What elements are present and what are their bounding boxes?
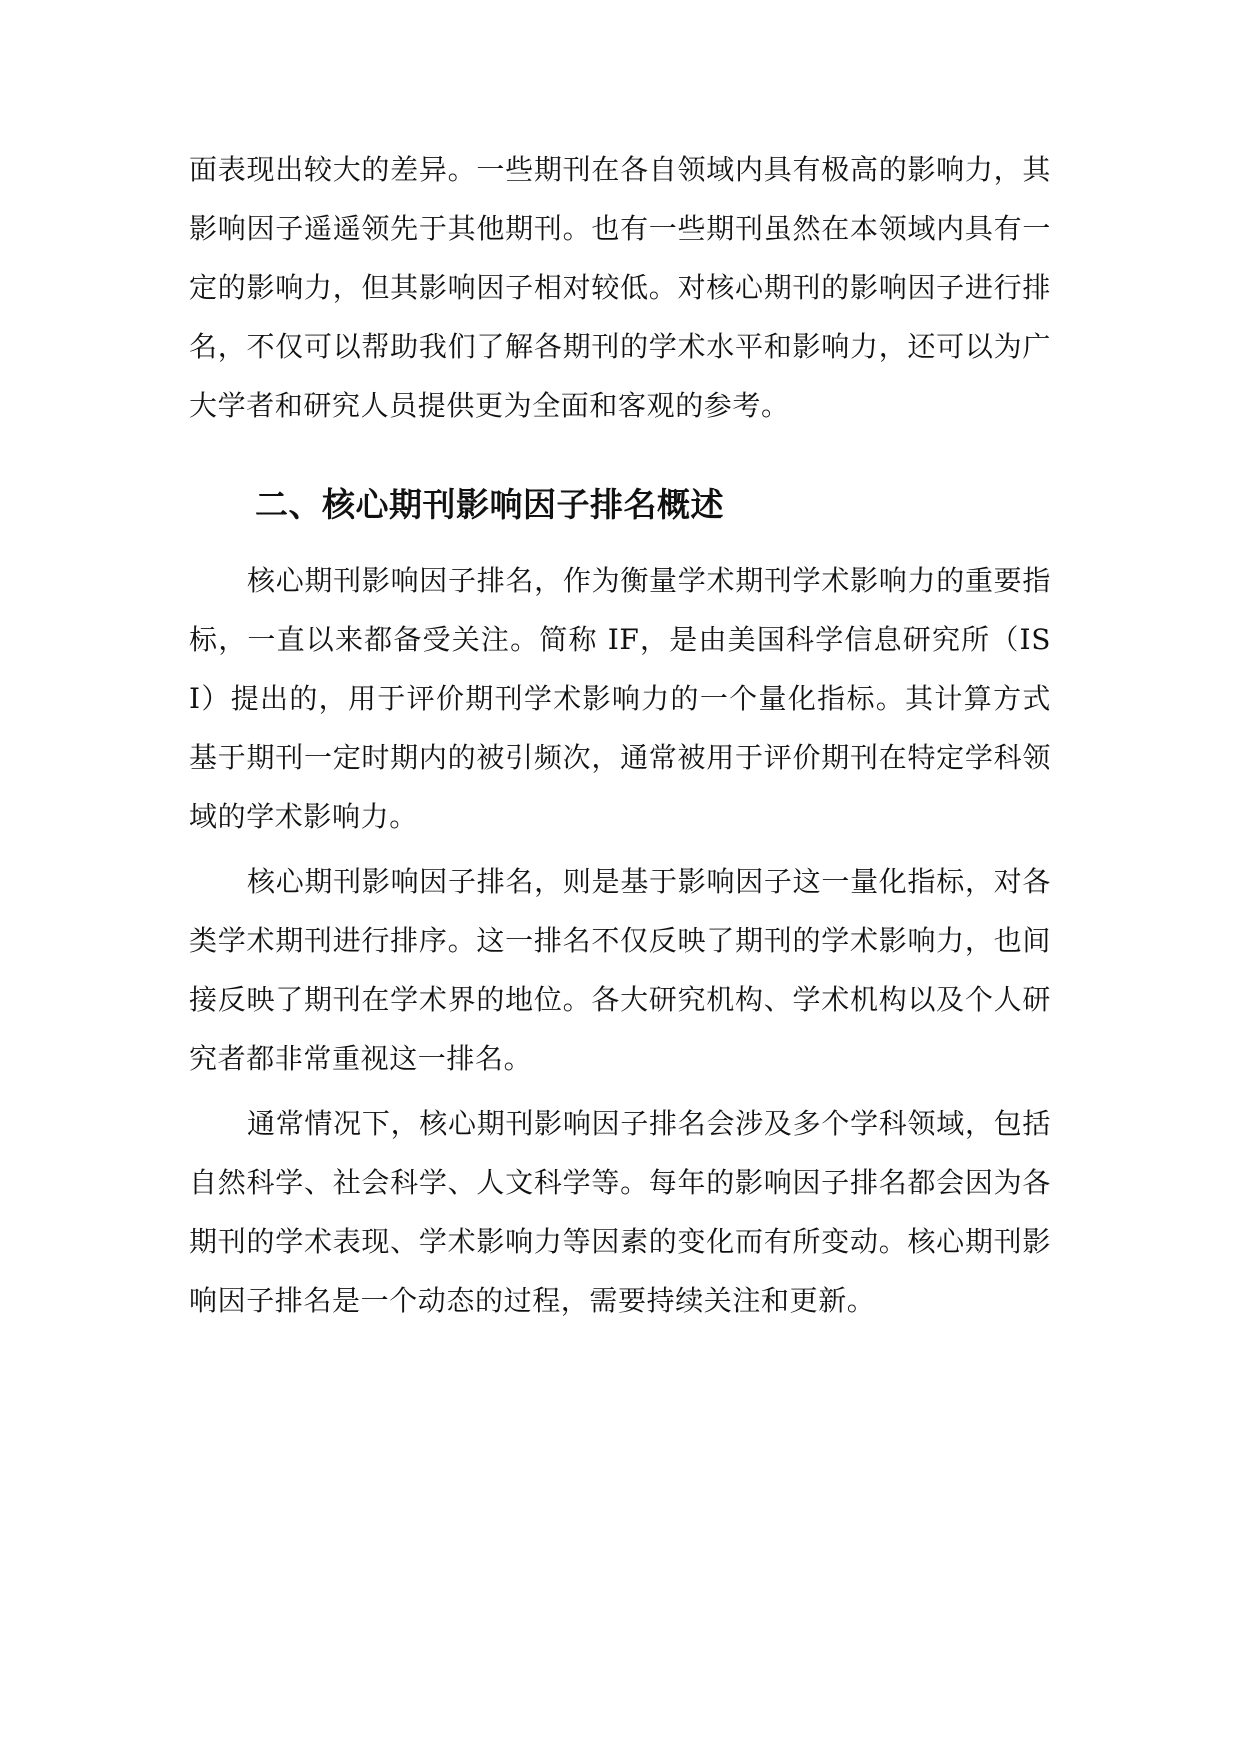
document-body [189, 140, 1051, 1330]
paragraph-if-overview: 核心期刊影响因子排名，作为衡量学术期刊学术影响力的重要指标，一直以来都备受关注。简称 IF，是由美国科学信息研究所（ISI）提出的，用于评价期刊学术影响力的一个量化指标。其计算方式基于期刊一定时期内的被引频次，通常被用于评价期刊在特定学科领域的学术影响力。 [189, 564, 1051, 833]
paragraph-ranking-definition: 核心期刊影响因子排名，则是基于影响因子这一量化指标，对各类学术期刊进行排序。这一排名不仅反映了期刊的学术影响力，也间接反映了期刊在学术界的地位。各大研究机构、学术机构以及个人研究者都非常重视这一排名。 [189, 865, 1051, 1075]
paragraph-ranking-dynamics: 通常情况下，核心期刊影响因子排名会涉及多个学科领域，包括自然科学、社会科学、人文科学等。每年的影响因子排名都会因为各期刊的学术表现、学术影响力等因素的变化而有所变动。核心期刊影响因子排名是一个动态的过程，需要持续关注和更新。 [189, 1107, 1051, 1317]
section-heading: 二、核心期刊影响因子排名概述 [255, 485, 724, 524]
paragraph-continuation: 面表现出较大的差异。一些期刊在各自领域内具有极高的影响力，其影响因子遥遥领先于其他期刊。也有一些期刊虽然在本领域内具有一定的影响力，但其影响因子相对较低。对核心期刊的影响因子进行排名，不仅可以帮助我们了解各期刊的学术水平和影响力，还可以为广大学者和研究人员提供更为全面和客观的参考。 [189, 153, 1051, 422]
